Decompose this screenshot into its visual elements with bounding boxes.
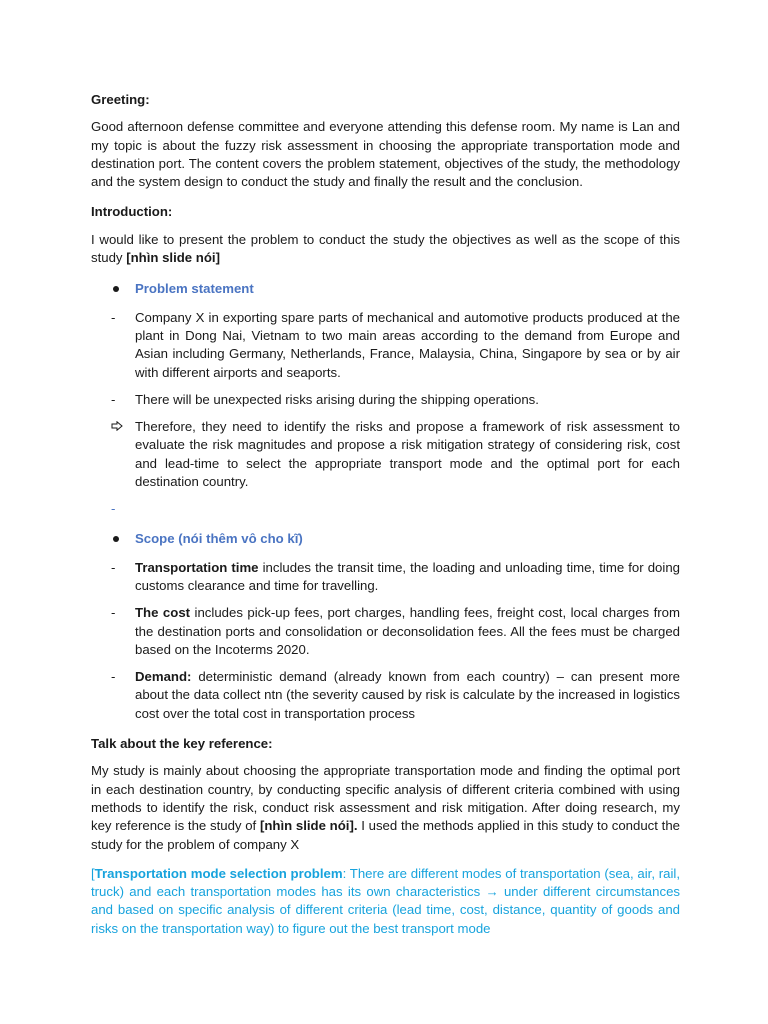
problem-conclusion: [91, 418, 680, 491]
scope-bullet: [91, 530, 680, 548]
scope-text: includes pick-up fees, port charges, handling fees, freight cost, local charges from the destination ports and consolidation or deconsolidation fees. All the fees must be charged based on the Incoterms 2020.: [135, 605, 680, 657]
open-bracket: [: [91, 865, 95, 881]
scope-term: Demand:: [135, 669, 192, 685]
key-reference-text: My study is mainly about choosing the appropriate transportation mode and finding the optimal port in each destination country, by conducting specific analysis of different criteria combined with using methods to identify the risk, conduct risk assessment and risk mitigation. After doing research, my key reference is the study of: [91, 763, 680, 834]
introduction-bold-note: [nhìn slide nói]: [126, 250, 220, 266]
key-reference-heading: Talk about the key reference:: [91, 736, 273, 752]
problem-item-2: [91, 391, 680, 409]
dash-marker: -: [111, 559, 116, 575]
hollow-arrow-icon: [111, 421, 123, 431]
problem-item-text: There will be unexpected risks arising during the shipping operations.: [135, 391, 539, 407]
scope-term: Transportation time: [135, 559, 259, 575]
scope-text: includes the transit time, the loading and unloading time, time for doing customs clearance and time for travelling.: [135, 559, 680, 593]
problem-conclusion-text: Therefore, they need to identify the risks and propose a framework of risk assessment to evaluate the risk magnitudes and propose a risk mitigation strategy of considering risk, cost and lead-time to select the appropriate transport mode and the optimal port for each destination country.: [135, 419, 680, 490]
problem-item-text: Company X in exporting spare parts of mechanical and automotive products produced at the plant in Dong Nai, Vietnam to two main areas according to the demand from Europe and Asian including Germany, Netherlands, France, Malaysia, China, Singapore by sea or by air with different airports and seaports.: [135, 309, 680, 380]
problem-statement-title: Problem statement: [135, 281, 254, 297]
transport-note-text: : There are different modes of transportation (sea, air, rail, truck) and each transportation modes has its own characteristics → under different circumstances and based on specific analysis of different criteria (lead time, cost, distance, quantity of goods and risks on the transportation way) to figure out the best transport mode: [91, 865, 681, 936]
key-reference-paragraph: [91, 762, 680, 853]
greeting-paragraph: Good afternoon defense committee and everyone attending this defense room. My name is Lan and my topic is about the fuzzy risk assessment in choosing the appropriate transportation mode and destination port. The content covers the problem statement, objectives of the study, the methodology and the system design to conduct the study and finally the result and the conclusion.: [91, 119, 680, 190]
dash-marker: -: [111, 309, 116, 325]
scope-item-demand: [91, 668, 680, 723]
scope-item-cost: [91, 604, 680, 659]
scope-item-transportation-time: [91, 559, 680, 596]
dash-marker: -: [111, 501, 116, 517]
bullet-dot-icon: [113, 536, 119, 542]
scope-term: The cost: [135, 605, 191, 621]
transport-note-paragraph: [91, 865, 680, 938]
dash-marker: -: [111, 605, 116, 621]
key-reference-bold-note: [nhìn slide nói].: [259, 818, 358, 834]
introduction-text: I would like to present the problem to conduct the study the objectives as well as the scope of this study: [91, 231, 680, 266]
transport-note-term: Transportation mode selection problem: [94, 865, 343, 881]
bullet-dot-icon: [113, 286, 119, 292]
problem-item-1: [91, 309, 680, 382]
dash-marker: -: [111, 669, 116, 685]
empty-dash-item: [91, 500, 680, 518]
scope-title: Scope (nói thêm vô cho kĩ): [135, 531, 303, 547]
scope-text: deterministic demand (already known from each country) – can present more about the data collect ntn (the severity caused by risk is calculate by the increased in logistics cost over the total cost in transportation process: [135, 669, 680, 721]
key-reference-text-2: I used the methods applied in this study to conduct the study for the problem of company X: [91, 818, 680, 852]
greeting-heading: Greeting:: [91, 92, 150, 107]
problem-statement-bullet: [91, 280, 680, 298]
introduction-heading: Introduction:: [91, 204, 173, 220]
dash-marker: -: [111, 391, 116, 407]
introduction-paragraph: [91, 231, 680, 268]
